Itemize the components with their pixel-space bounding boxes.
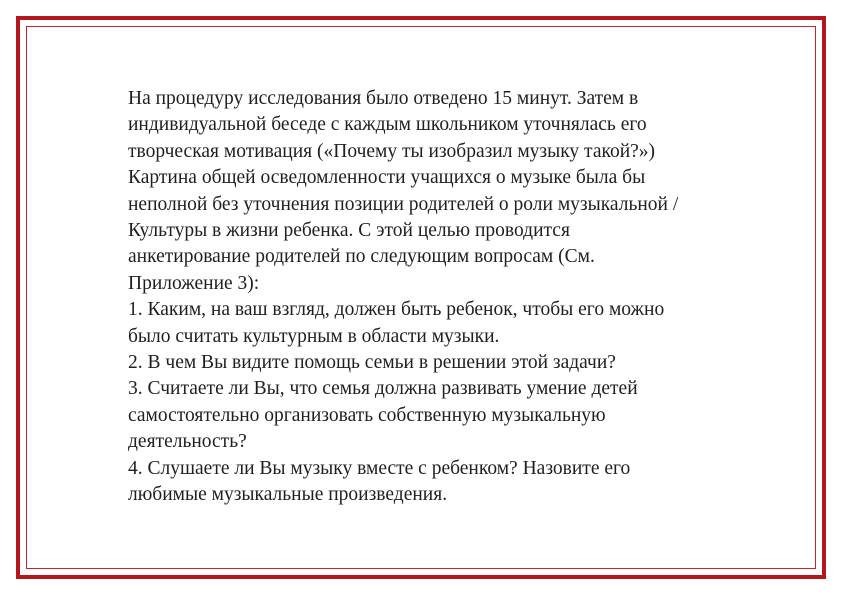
text-line: анкетирование родителей по следующим вопросам (См.	[128, 246, 595, 268]
question-3-line: самостоятельно организовать собственную музыкальную	[128, 404, 606, 426]
text-line: творческая мотивация («Почему ты изобразил музыку такой?»)	[128, 140, 656, 162]
text-line: Приложение 3):	[128, 272, 260, 294]
question-2-line: 2. В чем Вы видите помощь семьи в решении этой задачи?	[128, 352, 616, 374]
question-3-line: деятельность?	[128, 431, 247, 453]
question-4-line: любимые музыкальные произведения.	[128, 484, 448, 506]
text-line: неполной без уточнения позиции родителей о роли музыкальной /	[128, 193, 679, 215]
document-text	[128, 86, 768, 509]
question-1-line: 1. Каким, на ваш взгляд, должен быть ребенок, чтобы его можно	[128, 299, 665, 321]
text-line: индивидуальной беседе с каждым школьником уточнялась его	[128, 114, 647, 136]
text-line: На процедуру исследования было отведено 15 минут. Затем в	[128, 88, 639, 109]
text-line: Культуры в жизни ребенка. С этой целью проводится	[128, 220, 570, 242]
question-4-line: 4. Слушаете ли Вы музыку вместе с ребенком? Назовите его	[128, 457, 631, 479]
question-3-line: 3. Считаете ли Вы, что семья должна развивать умение детей	[128, 378, 638, 400]
question-1-line: было считать культурным в области музыки.	[128, 325, 500, 347]
text-line: Картина общей осведомленности учащихся о музыке была бы	[128, 167, 646, 189]
